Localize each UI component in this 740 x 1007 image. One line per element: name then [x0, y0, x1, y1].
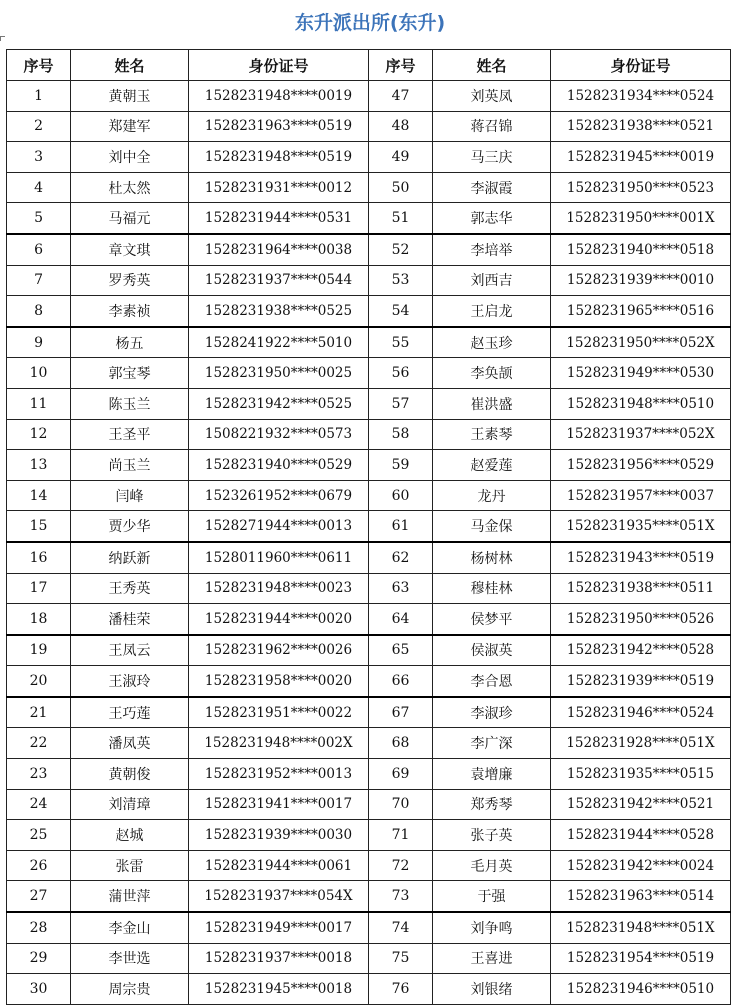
row-id-number: 1528231938****0511 [550, 573, 730, 604]
table-row [7, 172, 731, 203]
row-id-number: 1528231950****001X [550, 203, 730, 234]
row-name: 陈玉兰 [71, 388, 189, 419]
row-number: 13 [7, 450, 71, 481]
row-name: 尚玉兰 [71, 450, 189, 481]
row-number: 23 [7, 759, 71, 790]
row-id-number: 1528231964****0038 [189, 234, 369, 265]
row-name: 李金山 [71, 912, 189, 943]
row-id-number: 1528231958****0020 [189, 666, 369, 697]
row-id-number: 1508221932****0573 [189, 419, 369, 450]
row-name: 穆桂林 [433, 573, 551, 604]
row-name: 王巧莲 [71, 697, 189, 728]
row-id-number: 1528231944****0020 [189, 604, 369, 635]
row-number: 73 [368, 881, 432, 912]
row-name: 章文琪 [71, 234, 189, 265]
row-number: 67 [368, 697, 432, 728]
row-number: 59 [368, 450, 432, 481]
row-name: 郑秀琴 [433, 789, 551, 820]
row-number: 60 [368, 480, 432, 511]
row-number: 47 [368, 81, 432, 112]
row-id-number: 1528231957****0037 [550, 480, 730, 511]
row-name: 黄朝玉 [71, 81, 189, 112]
table-row [7, 296, 731, 327]
row-name: 侯梦平 [433, 604, 551, 635]
header-id-number: 身份证号 [189, 50, 369, 81]
row-id-number: 1528231945****0019 [550, 142, 730, 173]
row-name: 杨五 [71, 327, 189, 358]
row-name: 龙丹 [433, 480, 551, 511]
row-number: 16 [7, 542, 71, 573]
row-number: 65 [368, 635, 432, 666]
row-id-number: 1528231942****0528 [550, 635, 730, 666]
row-id-number: 1528231948****0023 [189, 573, 369, 604]
row-name: 李淑霞 [433, 172, 551, 203]
row-name: 李素祯 [71, 296, 189, 327]
row-id-number: 1528231948****002X [189, 728, 369, 759]
row-id-number: 1528231934****0524 [550, 81, 730, 112]
table-row [7, 943, 731, 974]
row-number: 1 [7, 81, 71, 112]
row-number: 48 [368, 111, 432, 142]
row-id-number: 1528231938****0521 [550, 111, 730, 142]
row-name: 侯淑英 [433, 635, 551, 666]
table-row [7, 974, 731, 1005]
row-id-number: 1528011960****0611 [189, 542, 369, 573]
row-number: 54 [368, 296, 432, 327]
header-name: 姓名 [71, 50, 189, 81]
row-name: 罗秀英 [71, 265, 189, 296]
row-name: 王启龙 [433, 296, 551, 327]
row-id-number: 1528231962****0026 [189, 635, 369, 666]
row-number: 29 [7, 943, 71, 974]
row-number: 22 [7, 728, 71, 759]
row-id-number: 1528231942****0024 [550, 850, 730, 881]
row-id-number: 1528231963****0519 [189, 111, 369, 142]
row-number: 70 [368, 789, 432, 820]
row-name: 王秀英 [71, 573, 189, 604]
row-number: 61 [368, 511, 432, 542]
row-number: 69 [368, 759, 432, 790]
row-name: 赵城 [71, 820, 189, 851]
row-name: 李广深 [433, 728, 551, 759]
table-row [7, 604, 731, 635]
row-number: 25 [7, 820, 71, 851]
row-number: 24 [7, 789, 71, 820]
table-row [7, 511, 731, 542]
row-name: 崔洪盛 [433, 388, 551, 419]
row-number: 57 [368, 388, 432, 419]
row-number: 62 [368, 542, 432, 573]
row-id-number: 1528231950****0523 [550, 172, 730, 203]
row-id-number: 1528231950****052X [550, 327, 730, 358]
row-number: 63 [368, 573, 432, 604]
header-number: 序号 [7, 50, 71, 81]
header-number: 序号 [368, 50, 432, 81]
row-id-number: 1528231950****0025 [189, 358, 369, 389]
row-number: 58 [368, 419, 432, 450]
row-name: 闫峰 [71, 480, 189, 511]
row-name: 袁增廉 [433, 759, 551, 790]
row-id-number: 1528231946****0510 [550, 974, 730, 1005]
row-number: 9 [7, 327, 71, 358]
row-number: 4 [7, 172, 71, 203]
row-number: 21 [7, 697, 71, 728]
table-row [7, 666, 731, 697]
row-id-number: 1528231944****0061 [189, 850, 369, 881]
row-id-number: 1528231963****0514 [550, 881, 730, 912]
row-id-number: 1528231948****0519 [189, 142, 369, 173]
row-number: 64 [368, 604, 432, 635]
row-name: 李培举 [433, 234, 551, 265]
table-row [7, 881, 731, 912]
table-row [7, 789, 731, 820]
row-number: 50 [368, 172, 432, 203]
row-name: 刘争鸣 [433, 912, 551, 943]
row-name: 李奂颉 [433, 358, 551, 389]
row-id-number: 1523261952****0679 [189, 480, 369, 511]
row-id-number: 1528231956****0529 [550, 450, 730, 481]
row-number: 49 [368, 142, 432, 173]
header-name: 姓名 [433, 50, 551, 81]
row-number: 7 [7, 265, 71, 296]
row-id-number: 1528231937****052X [550, 419, 730, 450]
row-id-number: 1528231939****0030 [189, 820, 369, 851]
row-name: 刘英凤 [433, 81, 551, 112]
row-name: 马三庆 [433, 142, 551, 173]
row-name: 王喜进 [433, 943, 551, 974]
row-name: 潘桂荣 [71, 604, 189, 635]
row-name: 赵爱莲 [433, 450, 551, 481]
table-row [7, 450, 731, 481]
table-row [7, 573, 731, 604]
table-row [7, 327, 731, 358]
row-number: 56 [368, 358, 432, 389]
row-id-number: 1528231948****0019 [189, 81, 369, 112]
row-id-number: 1528231949****0530 [550, 358, 730, 389]
row-name: 刘西吉 [433, 265, 551, 296]
table-row [7, 759, 731, 790]
row-number: 26 [7, 850, 71, 881]
row-name: 郭志华 [433, 203, 551, 234]
row-name: 李合恩 [433, 666, 551, 697]
row-name: 毛月英 [433, 850, 551, 881]
row-name: 郑建军 [71, 111, 189, 142]
row-name: 贾少华 [71, 511, 189, 542]
row-name: 李世选 [71, 943, 189, 974]
row-id-number: 1528231935****051X [550, 511, 730, 542]
table-row [7, 850, 731, 881]
row-name: 王圣平 [71, 419, 189, 450]
row-name: 刘中全 [71, 142, 189, 173]
row-id-number: 1528231949****0017 [189, 912, 369, 943]
row-name: 马福元 [71, 203, 189, 234]
row-id-number: 1528231948****0510 [550, 388, 730, 419]
row-number: 53 [368, 265, 432, 296]
row-id-number: 1528231939****0010 [550, 265, 730, 296]
row-number: 8 [7, 296, 71, 327]
row-id-number: 1528231946****0524 [550, 697, 730, 728]
row-number: 10 [7, 358, 71, 389]
table-row [7, 358, 731, 389]
row-number: 75 [368, 943, 432, 974]
row-id-number: 1528231951****0022 [189, 697, 369, 728]
row-name: 周宗贵 [71, 974, 189, 1005]
row-number: 28 [7, 912, 71, 943]
row-name: 王淑玲 [71, 666, 189, 697]
row-name: 潘凤英 [71, 728, 189, 759]
table-row [7, 480, 731, 511]
row-number: 76 [368, 974, 432, 1005]
row-number: 66 [368, 666, 432, 697]
row-number: 17 [7, 573, 71, 604]
table-row [7, 728, 731, 759]
table-row [7, 635, 731, 666]
row-number: 18 [7, 604, 71, 635]
row-number: 74 [368, 912, 432, 943]
table-row [7, 142, 731, 173]
row-id-number: 1528231948****051X [550, 912, 730, 943]
table-row [7, 388, 731, 419]
row-name: 王凤云 [71, 635, 189, 666]
row-number: 27 [7, 881, 71, 912]
table-row [7, 81, 731, 112]
row-number: 30 [7, 974, 71, 1005]
table-row [7, 820, 731, 851]
row-id-number: 1528231931****0012 [189, 172, 369, 203]
row-id-number: 1528231937****0544 [189, 265, 369, 296]
row-id-number: 1528231939****0519 [550, 666, 730, 697]
row-id-number: 1528231965****0516 [550, 296, 730, 327]
row-id-number: 1528231950****0526 [550, 604, 730, 635]
row-name: 蒲世萍 [71, 881, 189, 912]
row-number: 71 [368, 820, 432, 851]
row-name: 郭宝琴 [71, 358, 189, 389]
row-id-number: 1528231941****0017 [189, 789, 369, 820]
row-id-number: 1528231928****051X [550, 728, 730, 759]
row-id-number: 1528231944****0531 [189, 203, 369, 234]
row-number: 6 [7, 234, 71, 265]
table-row [7, 912, 731, 943]
row-number: 72 [368, 850, 432, 881]
table-row [7, 542, 731, 573]
row-name: 纳跃新 [71, 542, 189, 573]
row-id-number: 1528231942****0525 [189, 388, 369, 419]
corner-mark [0, 36, 5, 41]
row-number: 12 [7, 419, 71, 450]
row-number: 3 [7, 142, 71, 173]
row-number: 15 [7, 511, 71, 542]
row-number: 5 [7, 203, 71, 234]
row-name: 杜太然 [71, 172, 189, 203]
table-row [7, 697, 731, 728]
row-id-number: 1528231945****0018 [189, 974, 369, 1005]
row-id-number: 1528231942****0521 [550, 789, 730, 820]
row-number: 2 [7, 111, 71, 142]
row-id-number: 1528231935****0515 [550, 759, 730, 790]
row-id-number: 1528231944****0528 [550, 820, 730, 851]
row-id-number: 1528271944****0013 [189, 511, 369, 542]
header-id-number: 身份证号 [550, 50, 730, 81]
row-number: 11 [7, 388, 71, 419]
page-title: 东升派出所(东升) [294, 12, 446, 34]
row-number: 20 [7, 666, 71, 697]
row-name: 张雷 [71, 850, 189, 881]
table-row [7, 203, 731, 234]
header-row [7, 50, 731, 81]
row-number: 68 [368, 728, 432, 759]
row-id-number: 1528231954****0519 [550, 943, 730, 974]
row-number: 52 [368, 234, 432, 265]
row-id-number: 1528231952****0013 [189, 759, 369, 790]
row-name: 黄朝俊 [71, 759, 189, 790]
row-name: 马金保 [433, 511, 551, 542]
table-row [7, 234, 731, 265]
row-name: 蒋召锦 [433, 111, 551, 142]
table-row [7, 419, 731, 450]
roster-table [6, 49, 731, 1005]
row-id-number: 1528231940****0518 [550, 234, 730, 265]
row-name: 刘清璋 [71, 789, 189, 820]
row-number: 19 [7, 635, 71, 666]
row-name: 王素琴 [433, 419, 551, 450]
row-number: 51 [368, 203, 432, 234]
row-id-number: 1528231940****0529 [189, 450, 369, 481]
row-id-number: 1528231938****0525 [189, 296, 369, 327]
row-name: 张子英 [433, 820, 551, 851]
row-id-number: 1528231937****054X [189, 881, 369, 912]
row-name: 李淑珍 [433, 697, 551, 728]
row-id-number: 1528231943****0519 [550, 542, 730, 573]
row-id-number: 1528241922****5010 [189, 327, 369, 358]
table-row [7, 265, 731, 296]
row-number: 55 [368, 327, 432, 358]
row-name: 赵玉珍 [433, 327, 551, 358]
row-name: 刘银绪 [433, 974, 551, 1005]
row-name: 于强 [433, 881, 551, 912]
table-row [7, 111, 731, 142]
row-number: 14 [7, 480, 71, 511]
row-name: 杨树林 [433, 542, 551, 573]
row-id-number: 1528231937****0018 [189, 943, 369, 974]
